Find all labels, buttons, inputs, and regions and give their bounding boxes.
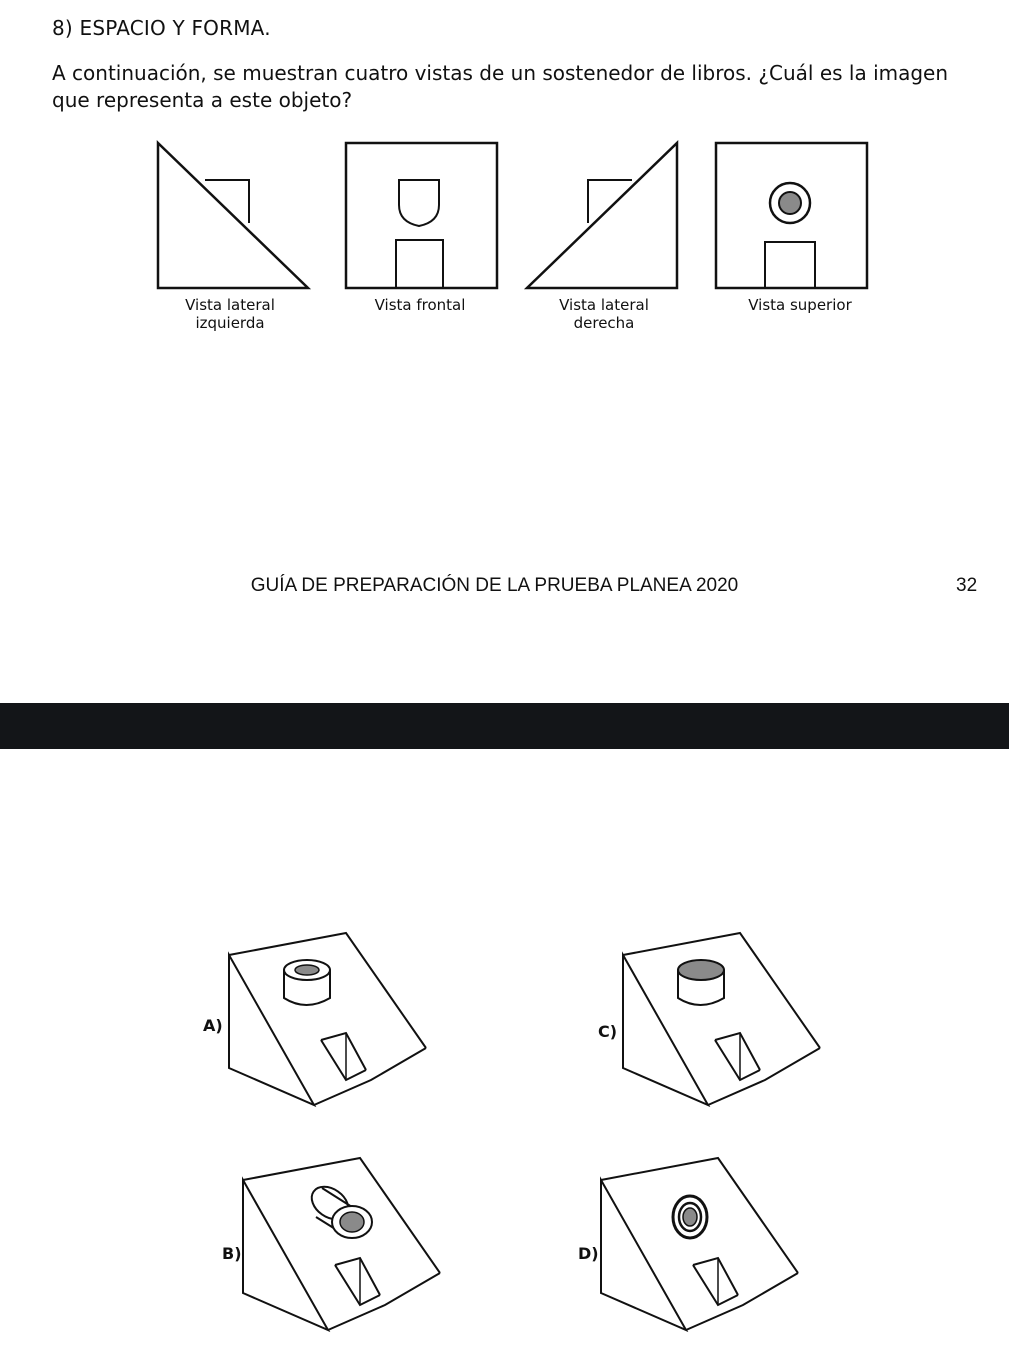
option-c-label[interactable]: C) — [598, 1022, 618, 1041]
question-title: 8) ESPACIO Y FORMA. — [52, 16, 271, 40]
option-b-label[interactable]: B) — [222, 1244, 242, 1263]
option-a-figure[interactable] — [226, 930, 436, 1110]
option-b-figure[interactable] — [240, 1155, 450, 1335]
caption-right-line1: Vista lateral — [559, 296, 649, 314]
caption-right-line2: derecha — [573, 314, 635, 332]
caption-top-line1: Vista superior — [748, 296, 852, 314]
caption-left-line2: izquierda — [195, 314, 265, 332]
caption-right-view — [524, 296, 684, 332]
caption-left-line1: Vista lateral — [185, 296, 275, 314]
right-side-view-figure — [524, 140, 684, 290]
option-a-label[interactable]: A) — [203, 1016, 223, 1035]
option-d-label[interactable]: D) — [578, 1244, 599, 1263]
page-number: 32 — [956, 575, 978, 596]
front-view-figure — [343, 140, 503, 290]
caption-left-view — [150, 296, 310, 332]
footer-title: GUÍA DE PREPARACIÓN DE LA PRUEBA PLANEA 2020 — [250, 575, 739, 596]
left-side-view-figure — [155, 140, 315, 290]
option-c-figure[interactable] — [620, 930, 830, 1110]
option-d-figure[interactable] — [598, 1155, 808, 1335]
question-text: A continuación, se muestran cuatro vistas de un sostenedor de libros. ¿Cuál es la imagen que representa a este objeto? — [52, 61, 949, 112]
caption-front-line1: Vista frontal — [374, 296, 466, 314]
top-view-figure — [713, 140, 873, 290]
caption-top-view — [725, 296, 875, 314]
caption-front-view — [345, 296, 495, 314]
page-separator-band — [0, 703, 1009, 749]
